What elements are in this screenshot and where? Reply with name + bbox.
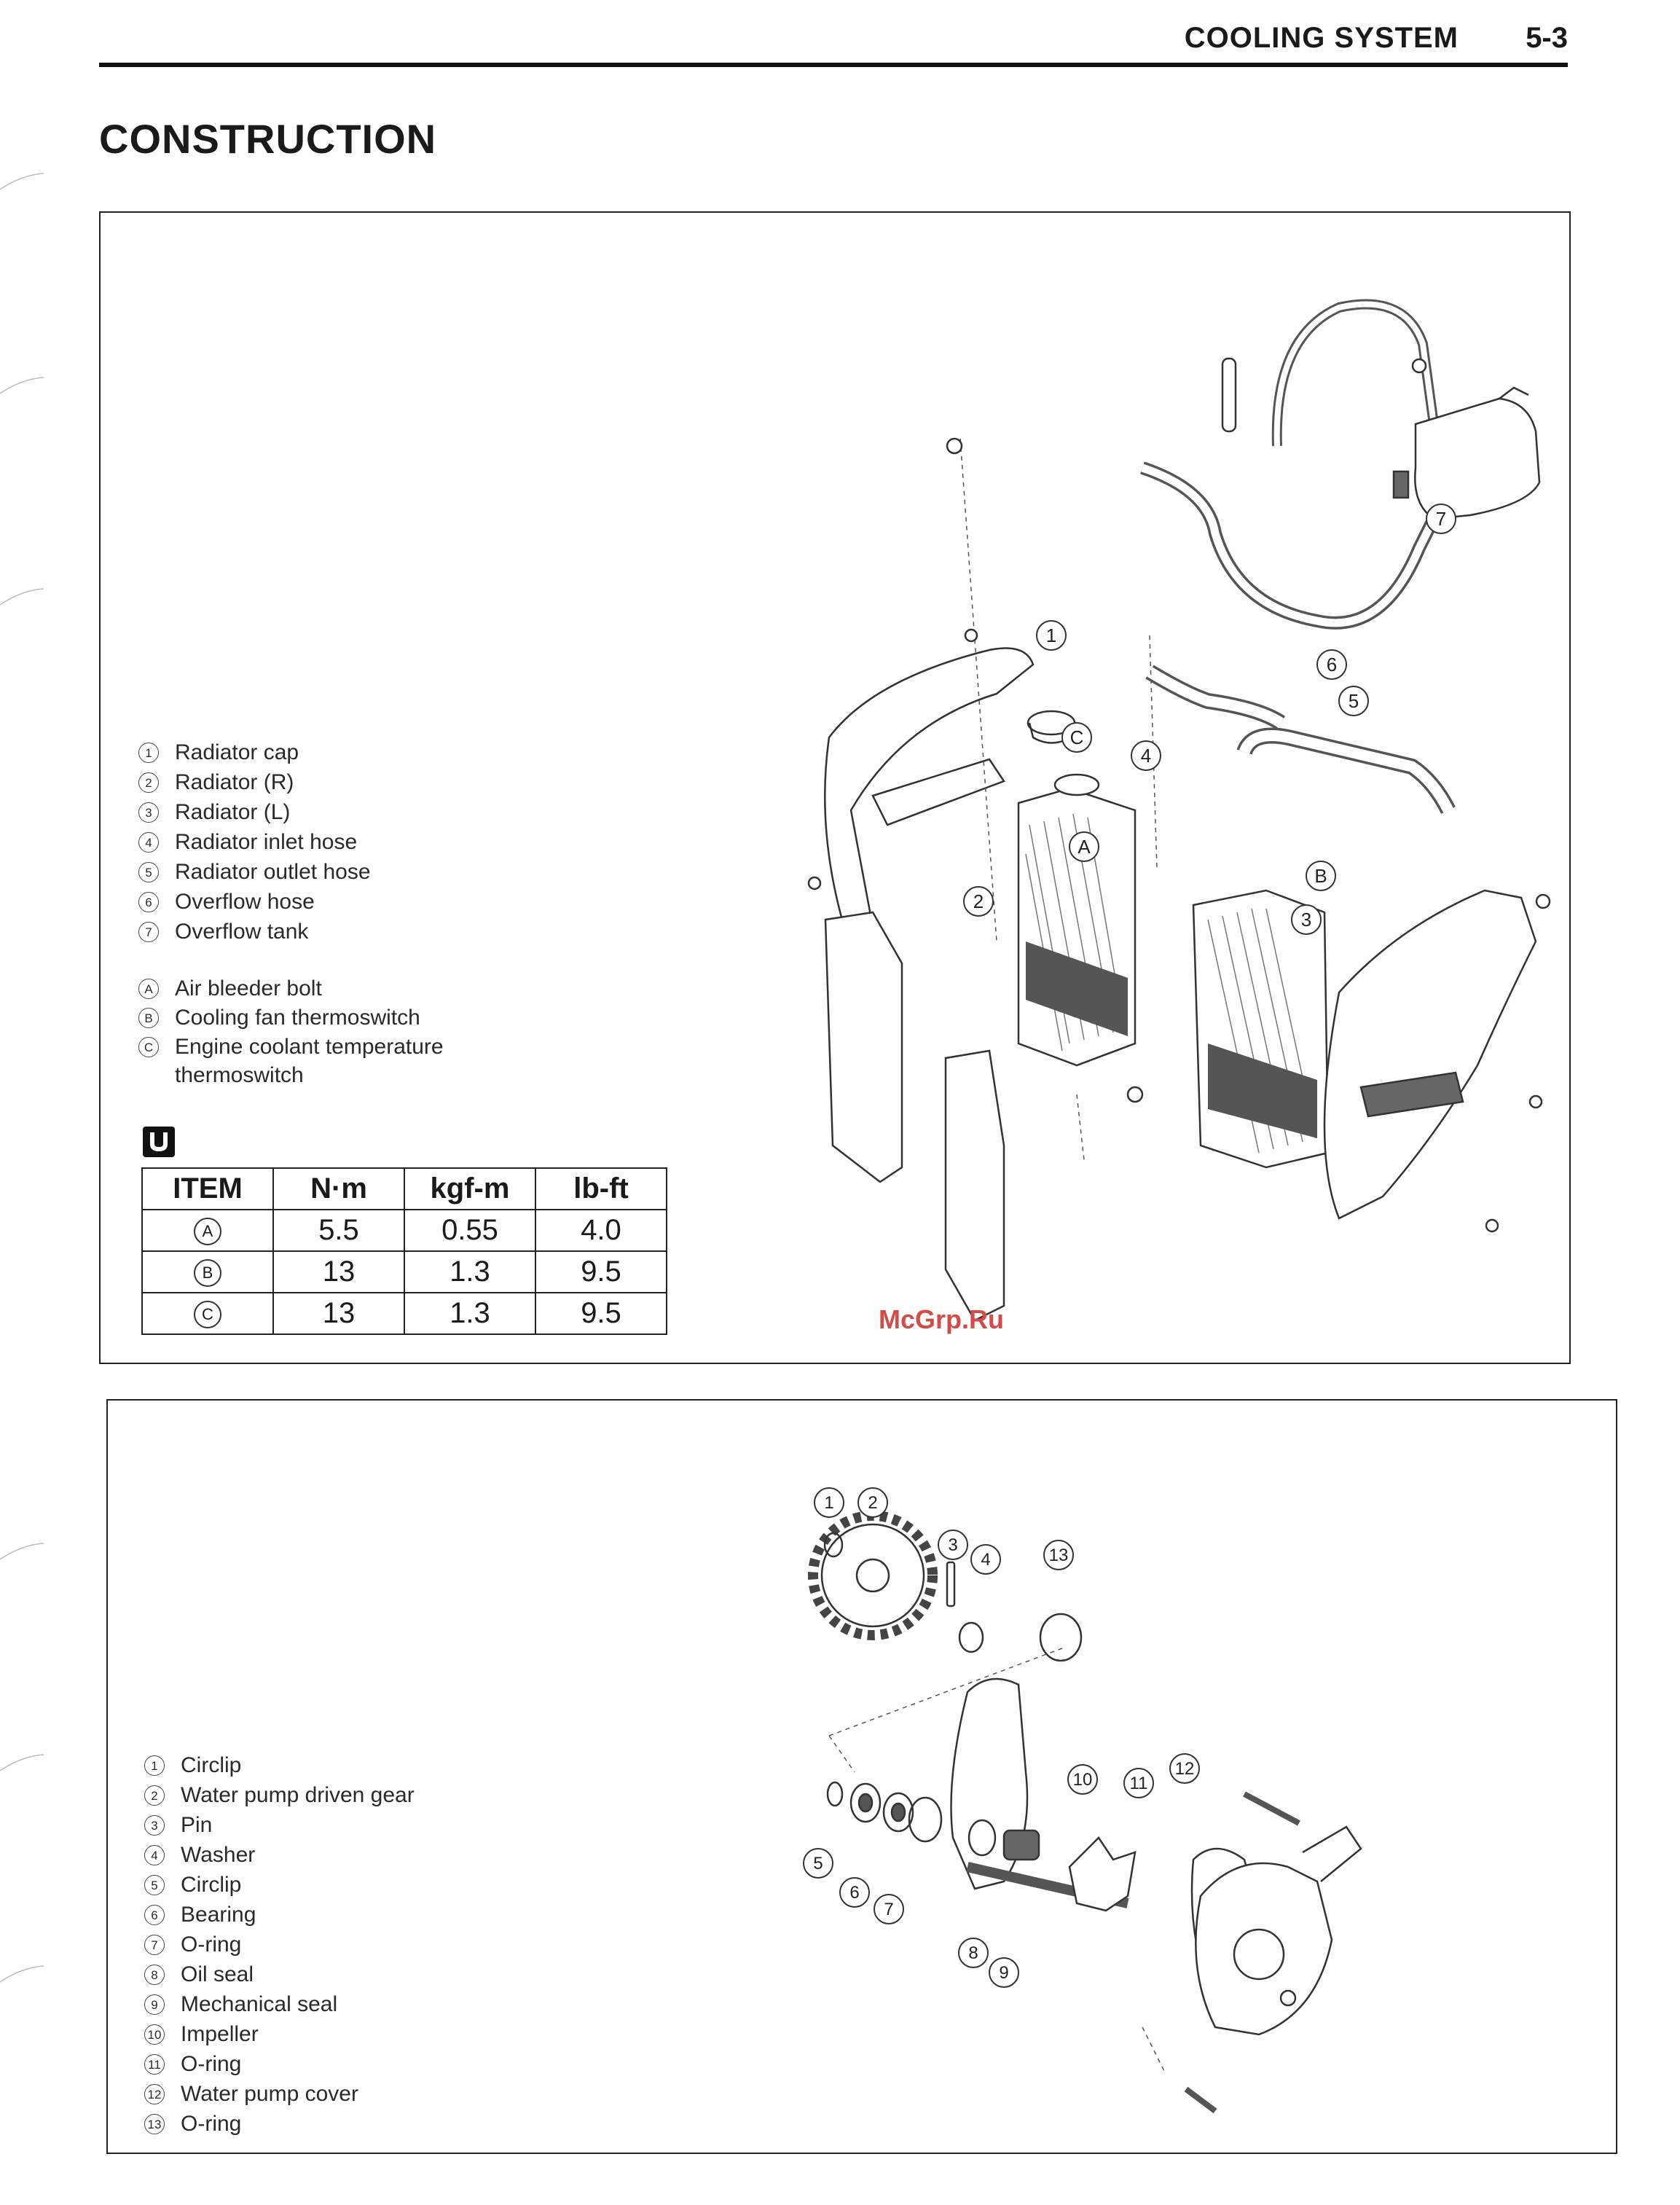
radiator-construction-panel bbox=[99, 211, 1571, 1364]
svg-text:7: 7 bbox=[1435, 508, 1447, 530]
legend-item: 10 Impeller bbox=[144, 2019, 415, 2049]
callout-12 bbox=[1170, 1754, 1199, 1783]
svg-text:1: 1 bbox=[1045, 624, 1057, 646]
water-pump-parts-legend bbox=[144, 1750, 415, 2139]
legend-item: 3 Radiator (L) bbox=[138, 797, 371, 827]
callout-5 bbox=[1339, 686, 1368, 716]
item-ref: B bbox=[194, 1259, 221, 1287]
legend-item: 4 Radiator inlet hose bbox=[138, 827, 371, 857]
svg-text:C: C bbox=[1069, 726, 1084, 748]
svg-text:13: 13 bbox=[1048, 1546, 1069, 1565]
table-cell: 13 bbox=[273, 1293, 404, 1334]
callout-5 bbox=[804, 1849, 833, 1878]
legend-item: 5 Radiator outlet hose bbox=[138, 857, 371, 887]
table-cell: 5.5 bbox=[273, 1210, 404, 1251]
callout-1 bbox=[815, 1488, 844, 1517]
legend-item: 1 Radiator cap bbox=[138, 737, 371, 767]
table-cell: 13 bbox=[273, 1251, 404, 1293]
svg-text:9: 9 bbox=[999, 1963, 1009, 1983]
callout-B bbox=[1306, 861, 1335, 890]
torque-wrench-icon bbox=[141, 1125, 176, 1159]
svg-text:5: 5 bbox=[813, 1854, 823, 1873]
svg-text:10: 10 bbox=[1072, 1770, 1093, 1790]
legend-item: 12 Water pump cover bbox=[144, 2079, 415, 2109]
column-header: ITEM bbox=[142, 1168, 273, 1210]
table-row bbox=[142, 1251, 667, 1293]
svg-text:2: 2 bbox=[868, 1493, 878, 1513]
column-header: N·m bbox=[273, 1168, 404, 1210]
callout-13 bbox=[1044, 1540, 1073, 1570]
table-cell: 1.3 bbox=[404, 1251, 535, 1293]
table-cell: 4.0 bbox=[535, 1210, 667, 1251]
callout-4 bbox=[1131, 741, 1161, 770]
watermark: McGrp.Ru bbox=[879, 1304, 1005, 1334]
callout-4 bbox=[971, 1545, 1000, 1574]
legend-item: 4 Washer bbox=[144, 1840, 415, 1870]
table-cell: 0.55 bbox=[404, 1210, 535, 1251]
callout-C bbox=[1062, 723, 1091, 752]
svg-text:1: 1 bbox=[824, 1493, 834, 1513]
legend-item: 9 Mechanical seal bbox=[144, 1989, 415, 2019]
water-pump-callouts bbox=[662, 1430, 1594, 2144]
legend-item: 2 Water pump driven gear bbox=[144, 1780, 415, 1810]
page-header bbox=[99, 16, 1568, 67]
table-row bbox=[142, 1210, 667, 1251]
svg-text:3: 3 bbox=[948, 1535, 958, 1555]
svg-text:4: 4 bbox=[981, 1550, 991, 1570]
legend-item: 2 Radiator (R) bbox=[138, 767, 371, 797]
scan-mark bbox=[0, 168, 51, 197]
legend-item: 8 Oil seal bbox=[144, 1959, 415, 1989]
legend-item: 7 Overflow tank bbox=[138, 917, 371, 947]
reference-legend bbox=[138, 974, 554, 1089]
section-title: COOLING SYSTEM bbox=[1184, 22, 1459, 54]
callout-8 bbox=[959, 1938, 988, 1967]
scan-mark bbox=[0, 583, 51, 612]
water-pump-construction-panel bbox=[106, 1399, 1617, 2154]
legend-item: A Air bleeder bolt bbox=[138, 974, 554, 1003]
callout-6 bbox=[840, 1878, 869, 1907]
callout-10 bbox=[1068, 1765, 1097, 1794]
svg-text:B: B bbox=[1314, 865, 1327, 887]
svg-text:3: 3 bbox=[1300, 909, 1312, 931]
svg-text:8: 8 bbox=[968, 1943, 978, 1963]
svg-text:11: 11 bbox=[1129, 1774, 1148, 1793]
table-cell: 9.5 bbox=[535, 1293, 667, 1334]
table-row bbox=[142, 1293, 667, 1334]
radiator-parts-legend bbox=[138, 737, 371, 947]
svg-text:A: A bbox=[1078, 836, 1091, 858]
legend-item: 6 Overflow hose bbox=[138, 887, 371, 917]
scan-mark bbox=[0, 1960, 51, 1989]
callout-7 bbox=[1426, 504, 1456, 533]
legend-item: 13 O-ring bbox=[144, 2109, 415, 2139]
svg-text:5: 5 bbox=[1348, 690, 1359, 712]
page-number: 5-3 bbox=[1526, 22, 1568, 54]
table-cell: 9.5 bbox=[535, 1251, 667, 1293]
svg-text:6: 6 bbox=[849, 1883, 860, 1903]
legend-item: B Cooling fan thermoswitch bbox=[138, 1003, 554, 1033]
column-header: lb-ft bbox=[535, 1168, 667, 1210]
callout-6 bbox=[1317, 650, 1346, 679]
scan-mark bbox=[0, 372, 51, 401]
callout-7 bbox=[874, 1895, 903, 1924]
callout-2 bbox=[858, 1488, 887, 1517]
svg-text:6: 6 bbox=[1326, 654, 1338, 675]
item-ref: A bbox=[194, 1218, 221, 1245]
svg-text:2: 2 bbox=[973, 890, 984, 912]
legend-item: 3 Pin bbox=[144, 1810, 415, 1840]
legend-item: 5 Circlip bbox=[144, 1870, 415, 1900]
item-ref: C bbox=[194, 1301, 221, 1328]
legend-item: 1 Circlip bbox=[144, 1750, 415, 1780]
header-rule bbox=[99, 63, 1568, 67]
legend-item: 7 O-ring bbox=[144, 1930, 415, 1959]
svg-text:4: 4 bbox=[1140, 745, 1152, 767]
callout-A bbox=[1069, 832, 1099, 861]
column-header: kgf-m bbox=[404, 1168, 535, 1210]
callout-3 bbox=[1292, 905, 1321, 934]
callout-3 bbox=[938, 1530, 967, 1559]
radiator-callouts bbox=[683, 227, 1558, 1350]
callout-1 bbox=[1037, 621, 1066, 650]
table-cell: 1.3 bbox=[404, 1293, 535, 1334]
legend-item: 11 O-ring bbox=[144, 2049, 415, 2079]
callout-2 bbox=[964, 887, 993, 916]
svg-text:7: 7 bbox=[884, 1900, 894, 1919]
scan-mark bbox=[0, 1749, 51, 1778]
torque-table bbox=[141, 1167, 667, 1335]
svg-text:12: 12 bbox=[1174, 1759, 1195, 1779]
legend-item: 6 Bearing bbox=[144, 1900, 415, 1930]
callout-11 bbox=[1124, 1769, 1153, 1798]
callout-9 bbox=[989, 1958, 1018, 1987]
scan-mark bbox=[0, 1538, 51, 1567]
page-title: CONSTRUCTION bbox=[99, 116, 437, 162]
legend-item: C Engine coolant temperature thermoswitch bbox=[138, 1033, 554, 1089]
